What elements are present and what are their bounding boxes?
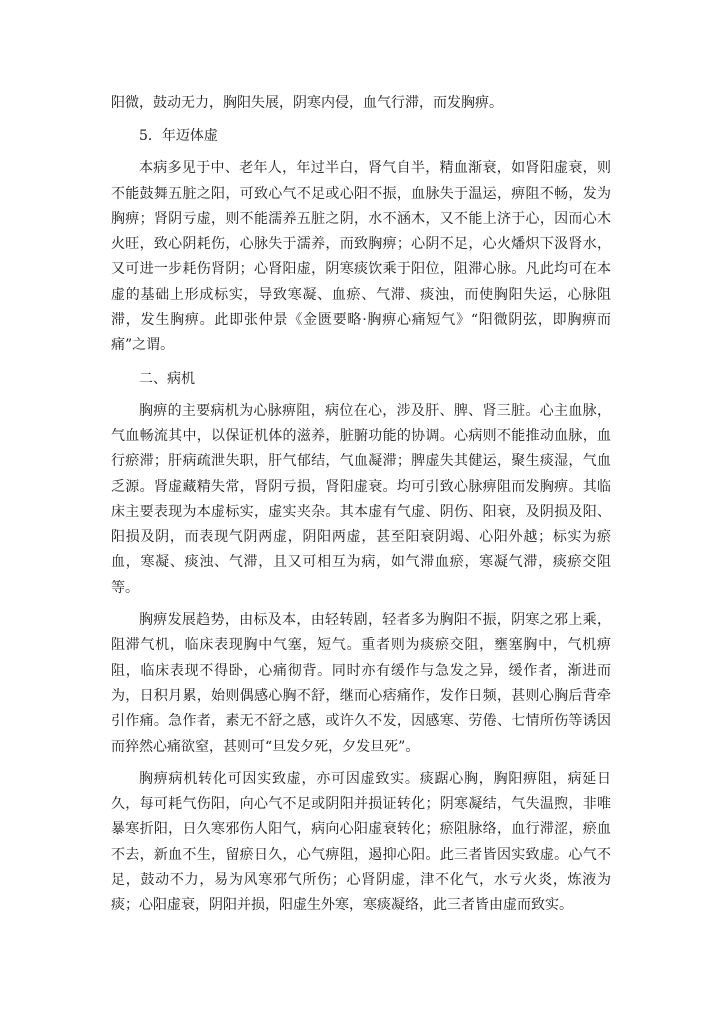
paragraph-intro-fragment: 阳微，鼓动无力，胸阳失展，阴寒内侵，血气行滞，而发胸痹。 [111, 95, 503, 111]
paragraph-development-trend: 胸痹发展趋势，由标及本，由轻转剧，轻者多为胸阳不振，阴寒之邪上乘，阻滞气机，临床表现胸中气塞，短气。重者则为痰瘀交阻，壅塞胸中，气机痹阻，临床表现不得卧，心痛彻背。同时亦有缓作与急发之异，缓作者，渐进而为，日积月累，始则偶感心胸不舒，继而心痞痛作，发作日频，甚则心胸后背牵引作痛。急作者，素无不舒之感，或许久不发，因感寒、劳倦、七情所伤等诱因而猝然心痛欲窒，甚则可“旦发夕死，夕发旦死”。 [111, 612, 611, 755]
section-heading-aging: 5．年迈体虚 [139, 128, 218, 145]
document-body [111, 91, 611, 919]
paragraph-pathogenesis: 胸痹的主要病机为心脉痹阻，病位在心，涉及肝、脾、肾三脏。心主血脉，气血畅流其中，以保证机体的滋养，脏腑功能的协调。心病则不能推动血脉，血行瘀滞；肝病疏泄失职，肝气郁结，气血凝滞；脾虚失其健运，聚生痰湿，气血乏源。肾虚藏精失常，肾阴亏损，肾阳虚衰。均可引致心脉痹阻而发胸痹。其临床主要表现为本虚标实，虚实夹杂。其本虚有气虚、阴伤、阳衰，及阴损及阳、阳损及阴，而表现气阴两虚，阴阳两虚，甚至阳衰阴竭、心阳外越；标实为瘀血，寒凝、痰浊、气滞，且又可相互为病，如气滞血瘀，寒凝气滞，痰瘀交阻等。 [111, 402, 611, 596]
section-heading-pathogenesis: 二、病机 [139, 370, 195, 387]
paragraph-transformation: 胸痹病机转化可因实致虚，亦可因虚致实。痰踞心胸，胸阳痹阻，病延日久，每可耗气伤阳，向心气不足或阴阳并损证转化；阴寒凝结，气失温煦，非唯暴寒折阳，日久寒邪伤人阳气，病向心阳虚衰转化；瘀阻脉络，血行滞涩，瘀血不去，新血不生，留瘀日久，心气痹阻，遏抑心阳。此三者皆因实致虚。心气不足，鼓动不力，易为风寒邪气所伤；心肾阴虚，津不化气，水亏火炎，炼液为痰；心阳虚衰，阴阳并损，阳虚生外寒，寒痰凝络，此三者皆由虚而致实。 [111, 770, 611, 914]
paragraph-aging: 本病多见于中、老年人，年过半白，肾气自半，精血渐衰，如肾阳虚衰，则不能鼓舞五脏之阳，可致心气不足或心阳不振，血脉失于温运，痹阻不畅，发为胸痹；肾阴亏虚，则不能濡养五脏之阴，水不涵木，又不能上济于心，因而心木火旺，致心阴耗伤，心脉失于濡养，而致胸痹；心阴不足，心火燔炽下汲肾水，又可进一步耗伤肾阴；心肾阳虚，阴寒痰饮乘于阳位，阻滞心脉。凡此均可在本虚的基础上形成标实，导致寒凝、血瘀、气滞、痰浊，而使胸阳失运，心脉阻滞，发生胸痹。此即张仲景《金匮要略·胸痹心痛短气》“阳微阴弦，即胸痹而痛”之谓。 [111, 160, 611, 354]
